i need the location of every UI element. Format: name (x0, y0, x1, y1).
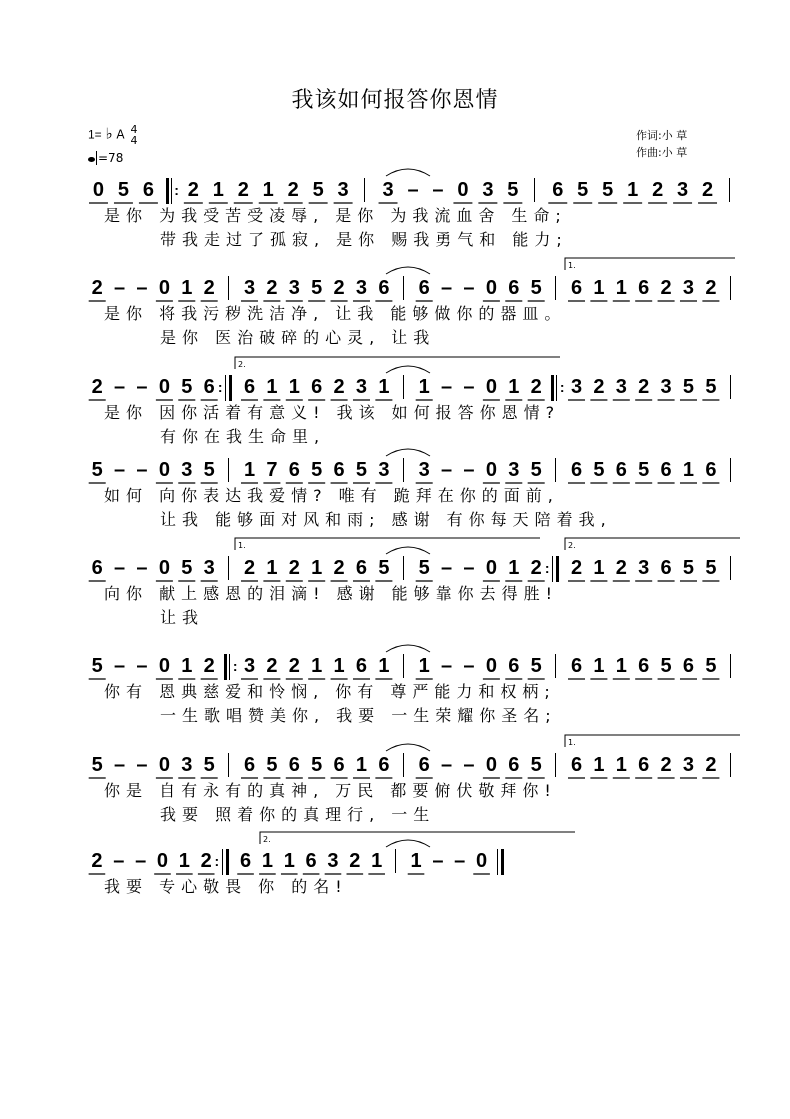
lyric-line: 让我 能够面对风和雨; 感谢 有你每天陪着我, (160, 510, 612, 529)
note: – (135, 850, 147, 872)
note: – (114, 754, 126, 776)
note: 1 (311, 655, 323, 677)
first-ending-label: 1. (238, 541, 246, 550)
note: 1 (418, 376, 430, 398)
note: 1 (615, 754, 627, 776)
note: 0 (158, 376, 170, 398)
barline (403, 375, 404, 399)
note: 3 (181, 459, 193, 481)
note: 2 (91, 376, 103, 398)
note: 3 (288, 277, 300, 299)
note: 5 (378, 557, 390, 579)
repeat-end: : (544, 560, 550, 576)
note: 2 (200, 850, 212, 872)
barline (552, 556, 553, 582)
note: 6 (638, 277, 650, 299)
note: 0 (158, 754, 170, 776)
note: 3 (482, 179, 494, 201)
key-prefix: 1= (88, 127, 102, 142)
note: 6 (203, 376, 215, 398)
barline (730, 556, 731, 580)
note: 3 (682, 754, 695, 776)
barline (229, 375, 232, 401)
note: 5 (530, 754, 542, 776)
note: – (136, 557, 148, 579)
key-signature (88, 124, 137, 146)
barline (228, 276, 229, 300)
note: 6 (570, 277, 583, 299)
note: 5 (311, 277, 323, 299)
lyric-line: 有你在我生命里, (160, 427, 326, 446)
note: 5 (117, 179, 129, 201)
note: 6 (378, 754, 390, 776)
barline (228, 458, 229, 482)
note: 3 (638, 557, 650, 579)
note: 3 (181, 754, 193, 776)
note: 3 (660, 376, 672, 398)
note: 5 (181, 557, 193, 579)
first-ending-label: 1. (568, 261, 576, 270)
note: 5 (682, 376, 695, 398)
note: 3 (378, 459, 390, 481)
note: 1 (508, 376, 520, 398)
barline (555, 753, 556, 777)
note: – (114, 376, 126, 398)
note: 1 (410, 850, 422, 872)
note: 2 (570, 557, 583, 579)
tie-arc (386, 267, 430, 274)
note: 1 (355, 754, 368, 776)
barline (403, 276, 404, 300)
second-ending (565, 538, 740, 550)
note: 2 (530, 557, 542, 579)
note: 1 (593, 754, 605, 776)
barline (556, 556, 559, 582)
note: 1 (288, 376, 300, 398)
note: 5 (91, 459, 103, 481)
note: 2 (333, 277, 345, 299)
barline (555, 458, 556, 482)
note: 5 (530, 459, 542, 481)
notation-row (0, 178, 790, 202)
note: 2 (288, 557, 300, 579)
note: 0 (485, 754, 497, 776)
note: 2 (705, 754, 717, 776)
note: 6 (660, 557, 672, 579)
note: – (432, 179, 444, 201)
note: 2 (266, 655, 278, 677)
note: 0 (485, 277, 497, 299)
notation-row (0, 375, 790, 399)
first-ending (565, 258, 735, 270)
note: – (441, 376, 453, 398)
note: 1 (243, 459, 256, 481)
note: 1 (311, 557, 323, 579)
note: – (136, 655, 148, 677)
barline (364, 178, 365, 202)
note: 6 (142, 179, 154, 201)
notation-row (0, 654, 790, 678)
barline (225, 375, 226, 401)
note: 3 (508, 459, 520, 481)
note: 5 (418, 557, 430, 579)
note: 6 (91, 557, 103, 579)
note: 1 (593, 655, 605, 677)
flat-icon: ♭ (105, 124, 113, 143)
note: 2 (615, 557, 627, 579)
note: 6 (243, 376, 256, 398)
note: 1 (378, 655, 390, 677)
note: 1 (333, 655, 345, 677)
note: 2 (701, 179, 714, 201)
barline (222, 849, 223, 875)
note: 2 (333, 376, 345, 398)
note: 6 (705, 459, 717, 481)
note: 5 (311, 459, 323, 481)
second-ending-label: 2. (263, 835, 271, 844)
note: – (136, 754, 148, 776)
second-ending-label: 2. (568, 541, 576, 550)
note: 6 (288, 754, 300, 776)
note: – (136, 459, 148, 481)
note: – (114, 557, 126, 579)
note: – (441, 655, 453, 677)
lyricist-credit: 作词:小 草 (636, 129, 688, 142)
note: 6 (333, 754, 345, 776)
barline (497, 849, 498, 875)
note: 2 (638, 376, 650, 398)
barline (395, 849, 396, 873)
lyric-line: 你是 自有永有的真神, 万民 都要俯伏敬拜你! (104, 781, 557, 800)
lyric-line: 我要 专心敬畏 你 的名! (104, 877, 348, 896)
note: – (113, 850, 125, 872)
first-ending-label: 1. (568, 738, 576, 747)
note: – (114, 655, 126, 677)
note: 5 (602, 179, 614, 201)
note: 1 (266, 557, 278, 579)
note: 1 (615, 655, 627, 677)
second-ending (235, 357, 560, 369)
note: 6 (508, 655, 520, 677)
barline (555, 276, 556, 300)
notation-row (0, 458, 790, 482)
lyric-line: 让我 (160, 608, 205, 627)
note: 5 (705, 557, 717, 579)
note: 6 (418, 754, 430, 776)
note: 3 (677, 179, 689, 201)
note: 5 (266, 754, 278, 776)
note: 2 (203, 277, 215, 299)
note: – (441, 557, 453, 579)
lyric-line: 向你 献上感恩的泪滴! 感谢 能够靠你去得胜! (104, 584, 559, 603)
note: 3 (355, 376, 368, 398)
barline (730, 753, 731, 777)
note: 6 (638, 754, 650, 776)
barline (171, 178, 172, 204)
note: 2 (593, 376, 605, 398)
tie-arc (386, 744, 430, 751)
lyric-line: 一生歌唱赞美你, 我要 一生荣耀你圣名; (160, 706, 557, 725)
note: – (441, 459, 453, 481)
note: – (463, 557, 475, 579)
time-signature (130, 124, 137, 146)
time-top: 4 (130, 123, 138, 136)
tie-arc (386, 840, 430, 847)
lyric-line: 是你 医治破碎的心灵, 让我 (160, 328, 436, 347)
note: 6 (570, 459, 583, 481)
note: 3 (243, 277, 256, 299)
note: 0 (485, 376, 497, 398)
note: 1 (178, 850, 190, 872)
note: 1 (627, 179, 639, 201)
note: 0 (457, 179, 469, 201)
note: 6 (418, 277, 430, 299)
barline (555, 654, 556, 678)
note: 3 (337, 179, 349, 201)
note: 1 (378, 376, 390, 398)
note: 1 (418, 655, 430, 677)
note: 5 (203, 459, 215, 481)
note: – (136, 277, 148, 299)
note: 1 (262, 179, 274, 201)
barline (228, 753, 229, 777)
barline (730, 458, 731, 482)
note: 1 (593, 557, 605, 579)
barline (730, 276, 731, 300)
lyric-line: 你有 恩典慈爱和怜悯, 你有 尊严能力和权柄; (104, 682, 556, 701)
repeat-end: : (214, 853, 220, 869)
note: 2 (187, 179, 199, 201)
lyric-line: 我要 照着你的真理行, 一生 (160, 805, 436, 824)
note: 6 (355, 655, 368, 677)
lyric-line: 如何 向你表达我爱情? 唯有 跪拜在你的面前, (104, 486, 559, 505)
note: 6 (570, 655, 583, 677)
tie-arc (386, 169, 430, 176)
note: – (463, 277, 475, 299)
barline (551, 375, 554, 401)
note: 2 (266, 277, 278, 299)
tie-arc (386, 366, 430, 373)
note: 6 (570, 754, 583, 776)
notation-row (0, 753, 790, 777)
note: 6 (378, 277, 390, 299)
quarter-note-icon (88, 157, 95, 162)
note: 5 (530, 655, 542, 677)
note: 5 (705, 655, 717, 677)
note: 3 (682, 277, 695, 299)
tie-arc (386, 547, 430, 554)
note: 6 (333, 459, 345, 481)
lyric-line: 是你 因你活着有意义! 我该 如何报答你恩情? (104, 403, 561, 422)
note: 2 (652, 179, 664, 201)
note: 6 (682, 655, 695, 677)
note: 2 (288, 655, 300, 677)
note: 5 (311, 754, 323, 776)
note: 6 (552, 179, 564, 201)
note: 1 (181, 655, 193, 677)
note: 5 (91, 655, 103, 677)
note: 3 (570, 376, 583, 398)
notation-row (0, 849, 790, 873)
note: – (136, 376, 148, 398)
note: 2 (705, 277, 717, 299)
lyric-line: 是你 为我受苦受凌辱, 是你 为我流血舍 生命; (104, 206, 567, 225)
note: – (432, 850, 444, 872)
note: 0 (158, 655, 170, 677)
note: 3 (327, 850, 339, 872)
note: 5 (638, 459, 650, 481)
note: 6 (355, 557, 368, 579)
note: 0 (485, 655, 497, 677)
note: 0 (158, 459, 170, 481)
barline (229, 654, 230, 680)
notation-row (0, 276, 790, 300)
note: 2 (349, 850, 361, 872)
first-ending (235, 538, 540, 550)
note: 6 (288, 459, 300, 481)
note: 1 (508, 557, 520, 579)
note: – (114, 277, 126, 299)
barline (403, 753, 404, 777)
barline (226, 849, 229, 875)
note: – (407, 179, 419, 201)
tie-arc (386, 449, 430, 456)
repeat-end: : (217, 379, 223, 395)
note: 0 (158, 557, 170, 579)
note: 0 (485, 459, 497, 481)
key-tonic: A (116, 127, 125, 142)
note: 0 (92, 179, 105, 201)
note: 3 (355, 277, 368, 299)
note: 3 (203, 557, 215, 579)
time-bottom: 4 (130, 134, 138, 147)
note: 2 (333, 557, 345, 579)
repeat-start: : (232, 658, 238, 674)
second-ending (260, 832, 575, 844)
lyric-line: 带我走过了孤寂, 是你 赐我勇气和 能力; (160, 230, 568, 249)
note: 6 (615, 459, 627, 481)
note: 3 (382, 179, 394, 201)
composer-credit: 作曲:小 草 (636, 146, 688, 159)
note: 1 (283, 850, 295, 872)
note: 1 (615, 277, 627, 299)
notation-row (0, 556, 790, 580)
note: 2 (660, 754, 672, 776)
note: 5 (530, 277, 542, 299)
tempo-value: =78 (98, 151, 124, 165)
note: 6 (508, 277, 520, 299)
note: 1 (593, 277, 605, 299)
barline (729, 178, 730, 202)
note: 0 (476, 850, 488, 872)
note: 3 (243, 655, 256, 677)
barline (730, 375, 731, 399)
note: – (441, 277, 453, 299)
note: 2 (287, 179, 299, 201)
tempo-mark (88, 151, 123, 165)
note: 2 (660, 277, 672, 299)
barline (556, 375, 557, 401)
note: – (463, 459, 475, 481)
note: – (463, 754, 475, 776)
note: 1 (371, 850, 383, 872)
note: 0 (156, 850, 169, 872)
barline (534, 178, 535, 202)
note: – (463, 376, 475, 398)
note: 7 (266, 459, 278, 481)
note: 5 (507, 179, 519, 201)
note: 0 (158, 277, 170, 299)
note: 5 (660, 655, 672, 677)
note: – (454, 850, 466, 872)
barline (730, 654, 731, 678)
note: 1 (682, 459, 695, 481)
note: 5 (312, 179, 324, 201)
note: 2 (91, 277, 103, 299)
note: 6 (638, 655, 650, 677)
note: 6 (311, 376, 323, 398)
note: 1 (261, 850, 273, 872)
note: 2 (237, 179, 249, 201)
note: 1 (181, 277, 193, 299)
note: 5 (355, 459, 368, 481)
note: 3 (615, 376, 627, 398)
note: 6 (243, 754, 256, 776)
note: 1 (266, 376, 278, 398)
note: 5 (577, 179, 589, 201)
note: 5 (682, 557, 695, 579)
barline (224, 654, 227, 680)
note: 3 (418, 459, 430, 481)
barline (403, 654, 404, 678)
note: 2 (203, 655, 215, 677)
song-title: 我该如何报答你恩情 (291, 88, 499, 113)
note: 6 (508, 754, 520, 776)
note: – (463, 655, 475, 677)
barline (501, 849, 504, 875)
first-ending (565, 735, 740, 747)
note: 6 (239, 850, 252, 872)
repeat-start: : (559, 379, 565, 395)
second-ending-label: 2. (238, 360, 246, 369)
note: 5 (181, 376, 193, 398)
note: 1 (212, 179, 224, 201)
note: 5 (91, 754, 103, 776)
barline (403, 458, 404, 482)
barline (166, 178, 169, 204)
barline (403, 556, 404, 580)
note: 5 (593, 459, 605, 481)
note: 6 (660, 459, 672, 481)
note: – (441, 754, 453, 776)
note: – (114, 459, 126, 481)
note: 6 (305, 850, 317, 872)
note: 2 (530, 376, 542, 398)
lyric-line: 是你 将我污秽洗洁净, 让我 能够做你的器皿。 (104, 304, 567, 323)
note: 0 (485, 557, 497, 579)
note: 5 (203, 754, 215, 776)
tie-arc (386, 645, 430, 652)
note: 2 (243, 557, 256, 579)
repeat-start: : (174, 182, 179, 198)
barline (228, 556, 229, 580)
note: 5 (705, 376, 717, 398)
note: 2 (91, 850, 103, 872)
